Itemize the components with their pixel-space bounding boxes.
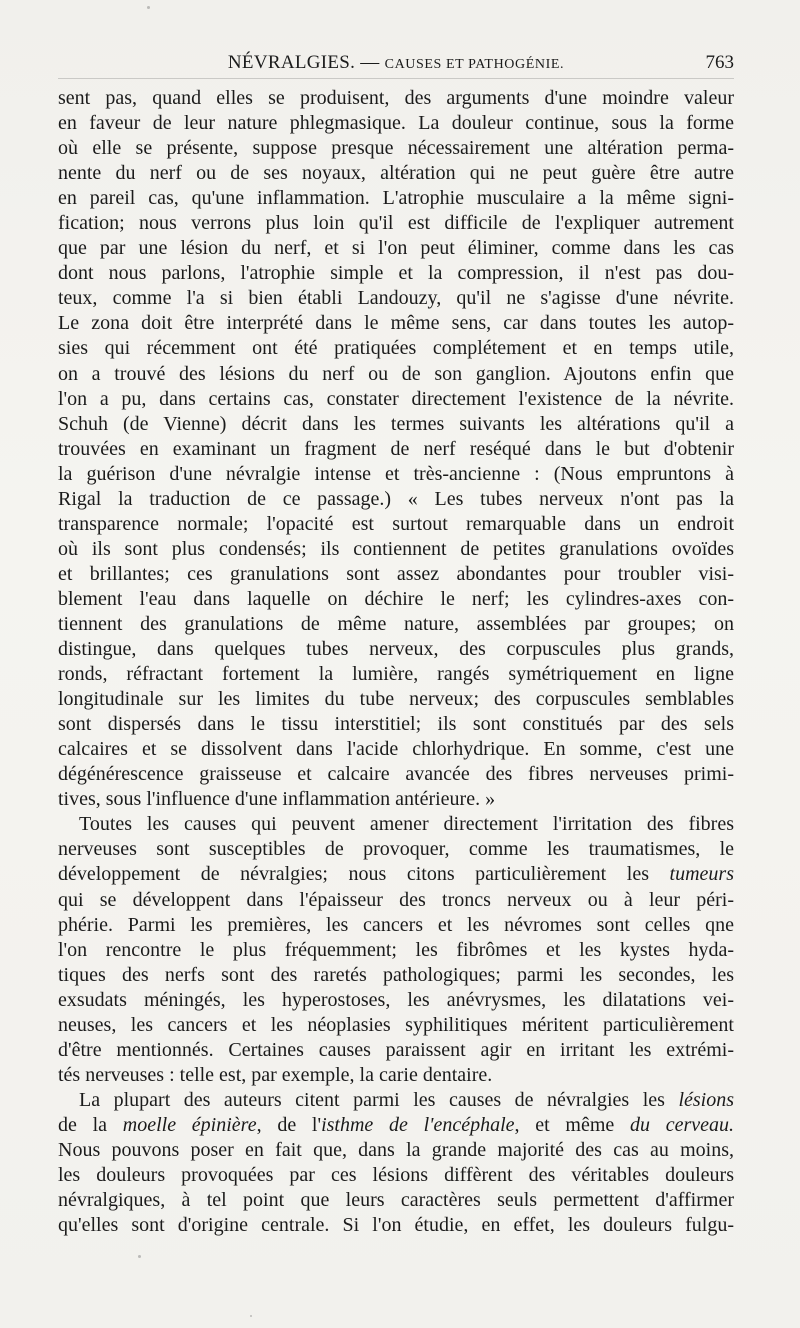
text-line: blement l'eau dans laquelle on déchire le nerf; les cylindres-axes con- bbox=[58, 587, 734, 610]
text-line: Nous pouvons poser en fait que, dans la grande majorité des cas au moins, bbox=[58, 1138, 734, 1161]
text-line: sont dispersés dans le tissu interstitiel; ils sont constitués par des sels bbox=[58, 713, 734, 736]
text-line: neuses, les cancers et les néoplasies syphilitiques méritent particulièrement bbox=[58, 1013, 734, 1036]
italic-term-moelle: moelle épinière bbox=[122, 1113, 257, 1136]
text-line: la guérison d'une névralgie intense et très-ancienne : (Nous empruntons à bbox=[58, 462, 734, 485]
text-segment: de la bbox=[58, 1113, 108, 1136]
body-text bbox=[58, 86, 734, 1238]
text-line: longitudinale sur les limites du tube nerveux; des corpuscules semblables bbox=[58, 688, 734, 711]
italic-term-tumeurs: tumeurs bbox=[669, 863, 734, 886]
text-line: tiennent des granulations de même nature, assemblées par groupes; on bbox=[58, 612, 734, 635]
text-line: où ils sont plus condensés; ils contiennent de petites granulations ovoïdes bbox=[58, 537, 734, 560]
text-line: tives, sous l'influence d'une inflammation antérieure. » bbox=[58, 788, 496, 811]
text-line: trouvées en examinant un fragment de nerf reséqué dans le but d'obtenir bbox=[58, 437, 734, 460]
text-line: dont nous parlons, l'atrophie simple et la compression, il n'est pas dou- bbox=[58, 262, 734, 285]
running-title-section: CAUSES ET PATHOGÉNIE. bbox=[384, 57, 565, 72]
text-line: que par une lésion du nerf, et si l'on peut éliminer, comme dans les cas bbox=[58, 237, 734, 260]
text-line: névralgiques, à tel point que leurs caractères seuls permettent d'affirmer bbox=[58, 1189, 734, 1212]
text-line: en pareil cas, qu'une inflammation. L'atrophie musculaire a la même signi- bbox=[58, 187, 734, 210]
running-title-main: NÉVRALGIES. — bbox=[227, 52, 385, 73]
paper-speck bbox=[250, 1315, 252, 1317]
text-line: qu'elles sont d'origine centrale. Si l'on étudie, en effet, les douleurs fulgu- bbox=[58, 1214, 734, 1237]
text-line: Schuh (de Vienne) décrit dans les termes suivants les altérations qu'il a bbox=[58, 412, 734, 435]
text-line: transparence normale; l'opacité est surtout remarquable dans un endroit bbox=[58, 512, 734, 535]
text-line bbox=[58, 1113, 734, 1138]
text-line: Le zona doit être interprété dans le même sens, car dans toutes les autop- bbox=[58, 312, 734, 335]
italic-term-isthme: isthme de l'encéphale bbox=[321, 1113, 515, 1136]
text-line: l'on a pu, dans certains cas, constater directement l'existence de la névrite. bbox=[58, 387, 734, 410]
text-line: et brillantes; ces granulations sont assez abondantes pour troubler visi- bbox=[58, 562, 734, 585]
text-line: phérie. Parmi les premières, les cancers et les névromes sont celles qne bbox=[58, 913, 734, 936]
text-line: teux, comme l'a si bien établi Landouzy, qu'il ne s'agisse d'une névrite. bbox=[58, 287, 734, 310]
text-line: calcaires et se dissolvent dans l'acide chlorhydrique. En somme, c'est une bbox=[58, 738, 734, 761]
text-line: tés nerveuses : telle est, par exemple, la carie dentaire. bbox=[58, 1063, 493, 1086]
text-line: Toutes les causes qui peuvent amener directement l'irritation des fibres bbox=[79, 813, 734, 836]
text-line: Rigal la traduction de ce passage.) « Les tubes nerveux n'ont pas la bbox=[58, 487, 734, 510]
running-title bbox=[58, 52, 734, 74]
text-line: où elle se présente, suppose presque nécessairement une altération perma- bbox=[58, 137, 734, 160]
text-segment: , de l' bbox=[256, 1113, 322, 1136]
text-line: ronds, réfractant fortement la lumière, rangés symétriquement en ligne bbox=[58, 663, 734, 686]
page-number: 763 bbox=[705, 52, 734, 73]
text-line: on a trouvé des lésions du nerf ou de son ganglion. Ajoutons enfin que bbox=[58, 362, 734, 385]
text-line bbox=[58, 1088, 734, 1113]
text-line: les douleurs provoquées par ces lésions diffèrent des véritables douleurs bbox=[58, 1164, 734, 1187]
paper-speck bbox=[147, 6, 150, 9]
text-line: dégénérescence graisseuse et calcaire avancée des fibres nerveuses primi- bbox=[58, 763, 734, 786]
italic-term-lesions: lésions bbox=[678, 1088, 734, 1111]
text-line: en faveur de leur nature phlegmasique. La douleur continue, sous la forme bbox=[58, 112, 734, 135]
text-line: d'être mentionnés. Certaines causes paraissent agir en irritant les extrémi- bbox=[58, 1038, 734, 1061]
text-line bbox=[58, 862, 734, 887]
text-line: nerveuses sont susceptibles de provoquer, comme les traumatismes, le bbox=[58, 838, 734, 861]
paper-speck bbox=[138, 1255, 141, 1258]
text-segment: , et même bbox=[514, 1113, 615, 1136]
text-line: fication; nous verrons plus loin qu'il est difficile de l'expliquer autrement bbox=[58, 212, 734, 235]
text-line: exsudats méningés, les hyperostoses, les anévrysmes, les dilatations vei- bbox=[58, 988, 734, 1011]
text-line: tiques des nerfs sont des raretés pathologiques; parmi les secondes, les bbox=[58, 963, 734, 986]
text-segment: développement de névralgies; nous citons particulièrement les bbox=[58, 863, 649, 886]
text-segment: La plupart des auteurs citent parmi les causes de névralgies les bbox=[79, 1088, 665, 1111]
italic-term-cerveau: du cerveau. bbox=[630, 1113, 735, 1136]
page-header bbox=[58, 52, 734, 82]
text-line: distingue, dans quelques tubes nerveux, des corpuscules plus grands, bbox=[58, 638, 734, 661]
header-rule bbox=[58, 78, 734, 79]
text-line: qui se développent dans l'épaisseur des troncs nerveux ou à leur péri- bbox=[58, 888, 734, 911]
text-line: sent pas, quand elles se produisent, des arguments d'une moindre valeur bbox=[58, 87, 734, 109]
text-line: nente du nerf ou de ses noyaux, altération qui ne peut guère être autre bbox=[58, 162, 734, 185]
text-line: l'on rencontre le plus fréquemment; les fibrômes et les kystes hyda- bbox=[58, 938, 734, 961]
text-line: sies qui récemment ont été pratiquées complétement et en temps utile, bbox=[58, 337, 734, 360]
